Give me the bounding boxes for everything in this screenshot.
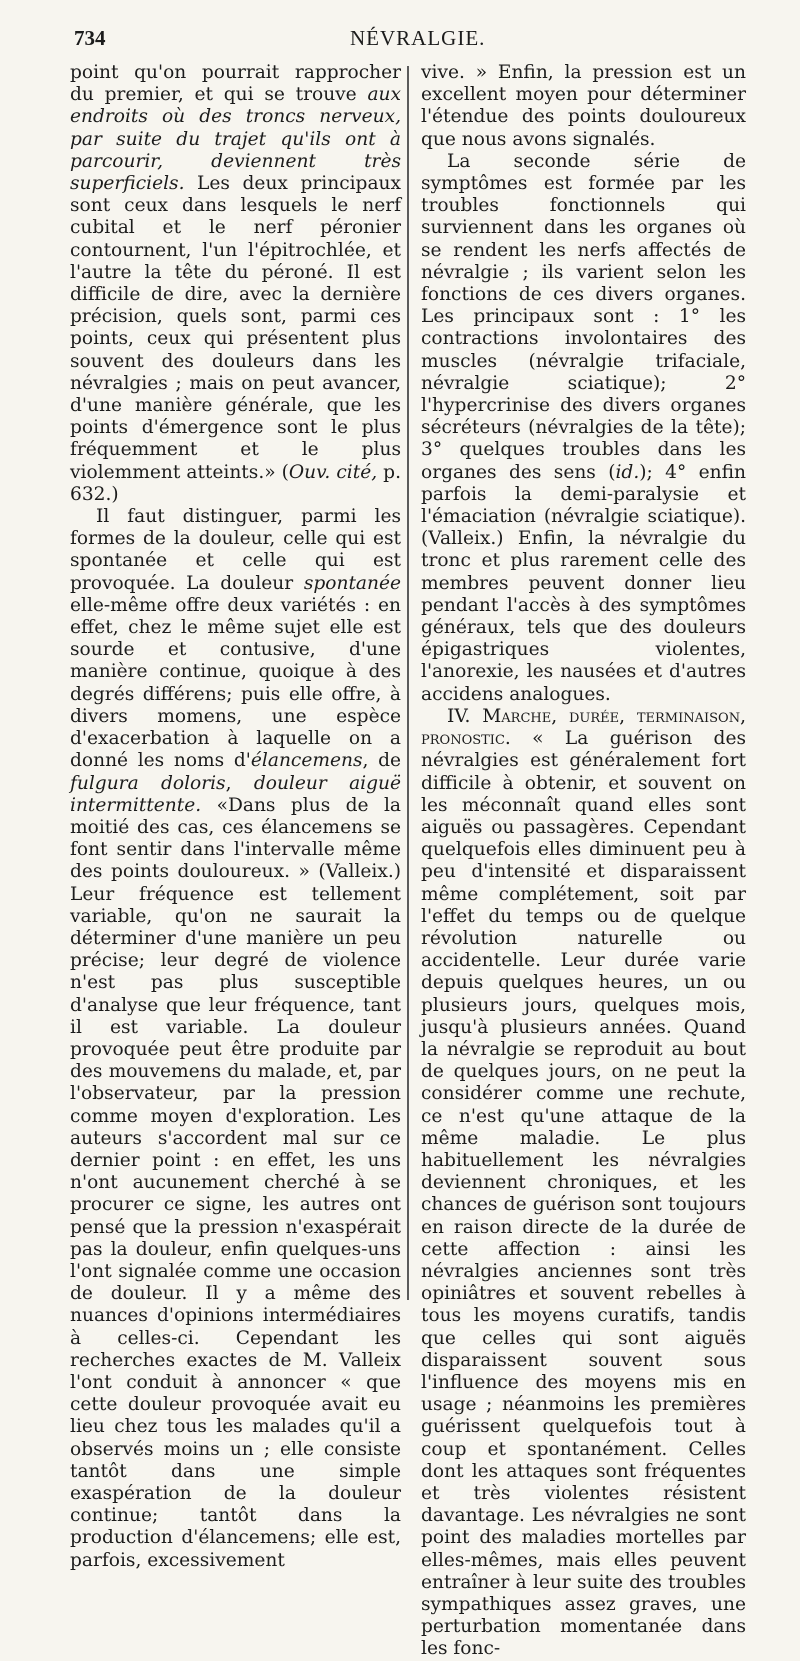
- text-run: «Dans plus de la moitié des cas, ces élancemens se font sentir dans l'intervalle même des points douloureux. » (Valleix.) Leur fréquence est tellement variable, qu'on ne saurait la déterminer d'une manière un peu précise; leur degré de violence n'est pas plus susceptible d'analyse que leur fréquence, tant il est variable. La douleur provoquée peut être produite par des mouvemens du malade, et, par l'observateur, par la pression comme moyen d'exploration. Les auteurs s'accordent mal sur ce dernier point : en effet, les uns n'ont aucunement cherché à se procurer ce signe, les autres ont pensé que la pression n'exaspérait pas la douleur, enfin quelques-uns l'ont signalée comme une occasion de douleur. Il y a même des nuances d'opinions intermédiaires à celles-ci. Cependant les recherches exactes de M. Valleix l'ont conduit à annoncer « que cette douleur provoquée avait eu lieu chez tous les malades qu'il a observés moins un ; elle consiste tantôt dans une simple exaspération de la douleur continue; tantôt dans la production d'élancemens; elle est, parfois, excessivement: [70, 794, 401, 1571]
- text-run: « La guérison des névralgies est généralement fort difficile à obtenir, et souvent on les méconnaît quand elles sont aiguës ou passagères. Cependant quelquefois elles diminuent peu à peu d'intensité et disparaissent même complétement, soit par l'effet du temps ou de quelque révolution naturelle ou accidentelle. Leur durée varie depuis quelques heures, un ou plusieurs jours, quelques mois, jusqu'à plusieurs années. Quand la névralgie se reproduit au bout de quelques jours, on ne peut la considérer comme une rechute, ce n'est qu'une attaque de la même maladie. Le plus habituellement les névralgies deviennent chroniques, et les chances de guérison sont toujours en raison directe de la durée de cette affection : ainsi les névralgies anciennes sont très opiniâtres et souvent rebelles à tous les moyens curatifs, tandis que celles qui sont aiguës disparaissent souvent sous l'influence des moyens mis en usage ; néanmoins les premières guérissent quelquefois tout à coup et spontanément. Celles dont les attaques sont fréquentes et très violentes résistent davantage. Les névralgies ne sont point des maladies mortelles par elles-mêmes, mais elles peuvent entraîner à leur suite des troubles sympathiques assez graves, une perturbation momentanée dans les fonc-: [421, 728, 746, 1660]
- text-run: ,: [225, 772, 254, 794]
- italic-run: douleur aiguë intermittente.: [70, 772, 401, 816]
- page-number: 734: [74, 26, 106, 50]
- italic-run: Ouv. cité,: [288, 461, 378, 483]
- italic-run: aux endroits où des troncs nerveux, par suite du trajet qu'ils ont à parcourir, deviennent très superficiels.: [70, 84, 401, 195]
- text-run: Il faut distinguer, parmi les formes de la douleur, celle qui est spontanée et celle qui est provoquée. La douleur: [70, 506, 401, 594]
- text-run: p. 632.): [70, 461, 401, 505]
- left-column: [70, 62, 407, 1571]
- right-column: [409, 62, 746, 1660]
- paragraph: [70, 62, 401, 506]
- paragraph: [421, 151, 746, 706]
- text-run: Les deux principaux sont ceux dans lesquels le nerf cubital et le nerf péronier contournent, l'un l'épitrochlée, et l'autre la tête du péroné. Il est difficile de dire, avec la dernière précision, quels sont, parmi ces points, ceux qui présentent plus souvent des douleurs dans les névralgies ; mais on peut avancer, d'une manière générale, que les points d'émergence sont le plus fréquemment et le plus violemment atteints.» (: [70, 173, 401, 483]
- paragraph: vive. » Enfin, la pression est un excellent moyen pour déterminer l'étendue des points douloureux que nous avons signalés.: [421, 62, 746, 150]
- text-run: ); 4° enfin parfois la demi-paralysie et l'émaciation (névralgie sciatique). (Valleix.) Enfin, la névralgie du tronc et plus rarement celle des membres peuvent donner lieu pendant l'accès à des symptômes généraux, tels que des douleurs épigastriques violentes, l'anorexie, les nausées et d'autres accidens analogues.: [421, 461, 746, 705]
- section-heading: IV. Marche, durée, terminaison, pronostic.: [421, 705, 746, 750]
- italic-run: spontanée: [303, 572, 401, 594]
- running-head: NÉVRALGIE.: [350, 26, 486, 50]
- text-run: point qu'on pourrait rapprocher du premier, et qui se trouve: [70, 62, 401, 106]
- paragraph: [70, 506, 401, 1572]
- italic-run: fulgura doloris: [70, 772, 226, 794]
- text-run: elle-même offre deux variétés : en effet, chez le même sujet elle est sourde et contusive, d'une manière continue, quoique à des degrés différens; puis elle offre, à divers momens, une espèce d'exacerbation à laquelle on a donné les noms d': [70, 594, 401, 772]
- italic-run: id.: [615, 461, 640, 483]
- page-header: [70, 22, 750, 56]
- italic-run: élancemens: [250, 750, 363, 772]
- paragraph: [421, 706, 746, 1661]
- text-run: , de: [362, 750, 401, 772]
- text-run: La seconde série de symptômes est formée par les troubles fonctionnels qui surviennent dans les organes où se rendent les nerfs affectés de névralgie ; ils varient selon les fonctions de ces divers organes. Les principaux sont : 1° les contractions involontaires des muscles (névralgie trifaciale, névralgie sciatique); 2° l'hypercrinise des divers organes sécréteurs (névralgies de la tête); 3° quelques troubles dans les organes des sens (: [421, 150, 746, 483]
- text-columns: [70, 62, 756, 1660]
